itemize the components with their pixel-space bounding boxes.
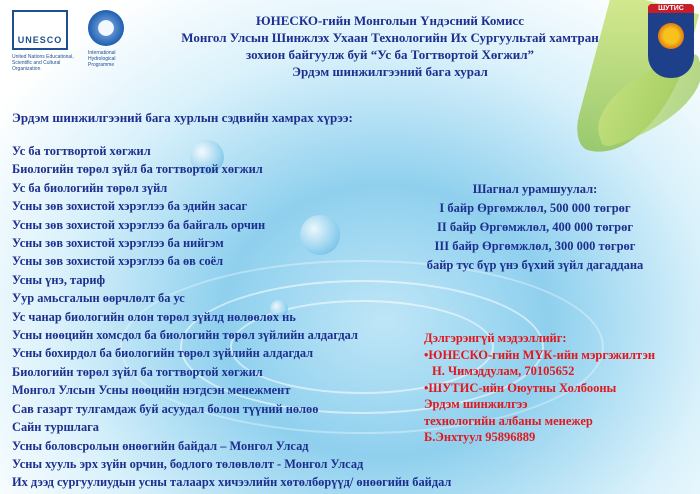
topic-item: Ус ба тогтвортой хөгжил: [12, 144, 151, 158]
ihp-globe-icon: [88, 10, 124, 46]
topic-item: Ус ба биологийн төрөл зүйл: [12, 180, 168, 195]
contact-line: •ШУТИС-ийн Оюутны Холбооны: [424, 380, 617, 395]
topic-item: Усны бохирдол ба биологийн төрөл зүйлийн алдагдал: [12, 346, 314, 361]
header-line: Эрдэм шинжилгээний бага хурал: [292, 64, 488, 79]
topic-item: Усны нөөцийн хомсдол ба биологийн төрөл зүйлийн алдагдал: [12, 328, 358, 343]
award-second: II байр Өргөмжлөл, 400 000 төгрөг: [436, 220, 634, 234]
topic-item: Монгол Улсын Усны нөөцийн нэгдсэн менежмент: [12, 383, 291, 398]
topic-item: Биологийн төрөл зүйл ба тогтвортой хөгжил: [12, 162, 263, 177]
contact-section: [424, 330, 655, 446]
poster-header: [160, 12, 620, 80]
shutis-shield-icon: [648, 4, 694, 78]
topic-item: Биологийн төрөл зүйл ба тогтвортой хөгжил: [12, 364, 263, 379]
contact-line: •ЮНЕСКО-гийн МҮК-ийн мэргэжилтэн: [424, 347, 656, 362]
header-line: Монгол Улсын Шинжлэх Ухаан Технологийн Их Сургуультай хамтран: [181, 30, 599, 45]
topics-intro: Эрдэм шинжилгээний бага хурлын сэдвийн хамрах хүрээ:: [12, 110, 353, 125]
topic-item: Сайн туршлага: [12, 420, 99, 435]
ihp-caption: International Hydrological Programme: [88, 50, 116, 68]
contact-title: Дэлгэрэнгүй мэдээллийг:: [424, 331, 567, 345]
shutis-emblem-icon: [658, 23, 684, 49]
topic-item: Ус чанар биологийн олон төрөл зүйлд нөлөөлөх нь: [12, 309, 296, 324]
awards-note: байр тус бүр үнэ бүхий зүйл дагаддана: [426, 258, 644, 272]
topic-item: Усны хууль эрх зүйн орчин, бодлого төлөвлөлт - Монгол Улсад: [12, 456, 364, 471]
shutis-logo: [648, 4, 694, 82]
contact-line: Б.Энхтуул 95896889: [424, 430, 536, 444]
header-line: ЮНЕСКО-гийн Монголын Үндэсний Комисс: [256, 13, 524, 28]
topic-item: Сав газарт тулгамдаж буй асуудал болон түүний нөлөө: [12, 401, 319, 416]
award-first: I байр Өргөмжлөл, 500 000 төгрөг: [439, 201, 631, 215]
header-line: зохион байгуулж буй “Ус ба Тогтвортой Хөгжил”: [245, 47, 535, 62]
contact-line: Н. Чимэддулам, 70105652: [432, 364, 575, 378]
ihp-logo: [88, 10, 143, 68]
topic-item: Усны үнэ, тариф: [12, 272, 106, 287]
topic-item: Усны боловсролын өнөөгийн байдал – Монгол Улсад: [12, 438, 309, 453]
unesco-caption: United Nations Educational, Scientific and Cultural Organization: [12, 54, 74, 72]
topic-item: Уур амьсгалын өөрчлөлт ба ус: [12, 291, 185, 306]
unesco-logo: [12, 10, 72, 80]
shutis-name: ШУТИС: [648, 4, 694, 13]
topic-item: Их дээд сургуулиудын усны талаарх хичээлийн хөтөлбөрүүд/ өнөөгийн байдал: [12, 475, 452, 490]
award-third: III байр Өргөмжлөл, 300 000 төгрөг: [434, 239, 636, 253]
contact-line: Эрдэм шинжилгээ: [424, 397, 528, 411]
contact-line: технологийн албаны менежер: [424, 413, 593, 428]
awards-title: Шагнал урамшуулал:: [472, 182, 598, 196]
topic-item: Усны зөв зохистой хэрэглээ ба нийгэм: [12, 236, 224, 251]
topics-list: [12, 142, 451, 492]
unesco-temple-icon: UNESCO: [12, 10, 68, 50]
awards-section: [404, 180, 666, 275]
topic-item: Усны зөв зохистой хэрэглээ ба эдийн засаг: [12, 199, 248, 214]
topic-item: Усны зөв зохистой хэрэглээ ба байгаль орчин: [12, 217, 266, 232]
topic-item: Усны зөв зохистой хэрэглээ ба өв соёл: [12, 254, 224, 269]
